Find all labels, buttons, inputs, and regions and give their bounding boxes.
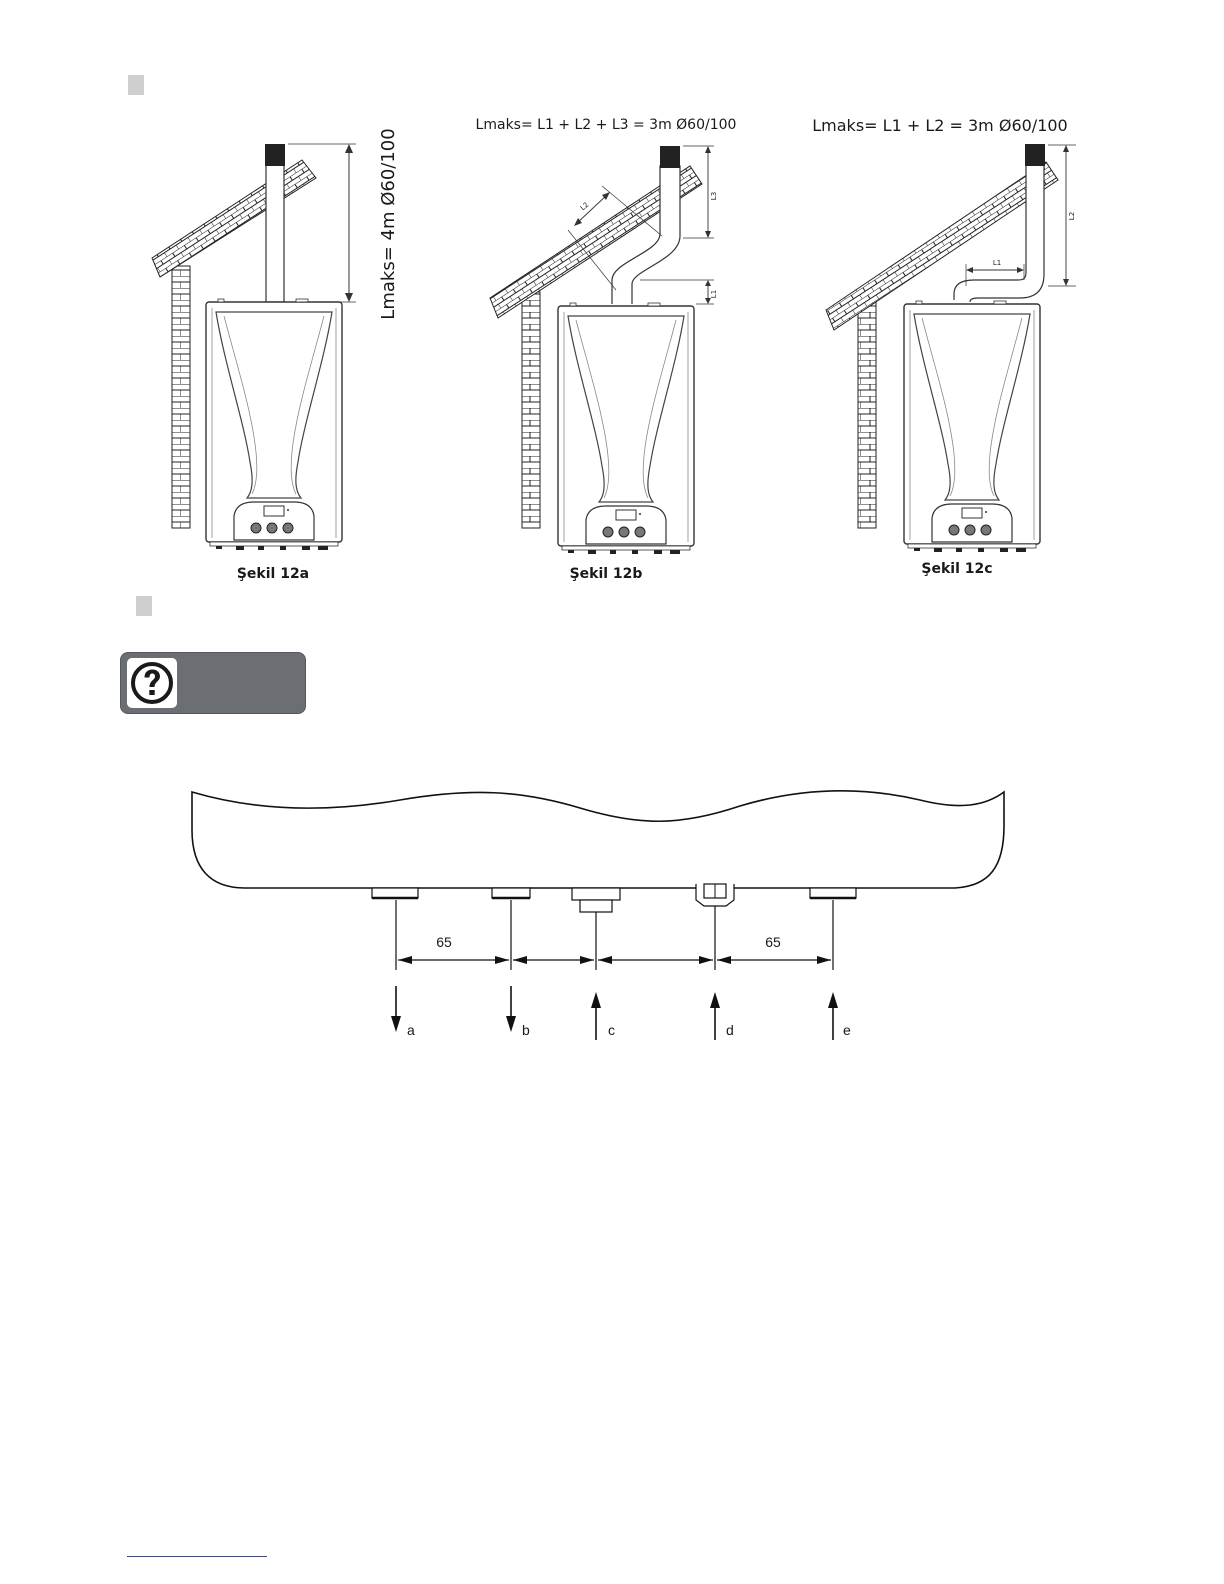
length-label-12a: Lmaks= 4m Ø60/100: [378, 128, 399, 320]
wall-12a: [172, 266, 190, 528]
seg-label-l3-12b: L3: [710, 191, 718, 201]
formula-12b: Lmaks= L1 + L2 + L3 = 3m Ø60/100: [475, 117, 737, 133]
wall-12b: [522, 292, 540, 528]
boiler-12a: [206, 299, 342, 550]
boiler-12c: [904, 301, 1040, 552]
help-callout: [120, 652, 306, 714]
wall-12c: [858, 300, 876, 528]
flow-arrow-b: [506, 986, 516, 1032]
flue-terminal-12a: [265, 144, 285, 166]
connector-b: [492, 888, 530, 898]
formula-12c: Lmaks= L1 + L2 = 3m Ø60/100: [812, 116, 1068, 135]
flow-arrow-a: [391, 986, 401, 1032]
flue-terminal-12c: [1025, 144, 1045, 166]
boiler-underside: [192, 791, 1004, 888]
seg-label-l2-12b: L2: [578, 200, 591, 213]
caption-12b: Şekil 12b: [569, 566, 643, 582]
figure-12a: [152, 128, 399, 582]
connection-label-b: b: [522, 1022, 530, 1038]
connection-label-a: a: [407, 1022, 415, 1038]
flow-arrow-d: [710, 992, 720, 1040]
figure-12b: [476, 117, 737, 582]
flue-figures: [0, 0, 1224, 620]
dimension-ab: 65: [436, 934, 452, 950]
connection-label-e: e: [843, 1022, 851, 1038]
dimension-lines: [398, 956, 831, 964]
flue-terminal-12b: [660, 146, 680, 168]
flow-arrow-c: [591, 992, 601, 1040]
figure-12c: [812, 116, 1076, 577]
connector-a: [372, 888, 418, 898]
flue-pipe-12a: [266, 160, 284, 302]
roof-12a: [152, 160, 316, 277]
connector-c: [572, 888, 620, 912]
boiler-12b: [558, 303, 694, 554]
connection-label-c: c: [608, 1022, 615, 1038]
caption-12c: Şekil 12c: [921, 561, 993, 577]
dimension-de: 65: [765, 934, 781, 950]
seg-label-l2-12c: L2: [1068, 211, 1076, 221]
flow-arrow-e: [828, 992, 838, 1040]
connector-d: [696, 884, 734, 906]
footer-rule: [127, 1556, 267, 1557]
connector-e: [810, 888, 856, 898]
caption-12a: Şekil 12a: [236, 566, 310, 582]
question-mark-icon: [127, 658, 177, 708]
seg-label-l1-12c: L1: [992, 259, 1002, 267]
connection-label-d: d: [726, 1022, 734, 1038]
seg-label-l1-12b: L1: [710, 289, 718, 299]
